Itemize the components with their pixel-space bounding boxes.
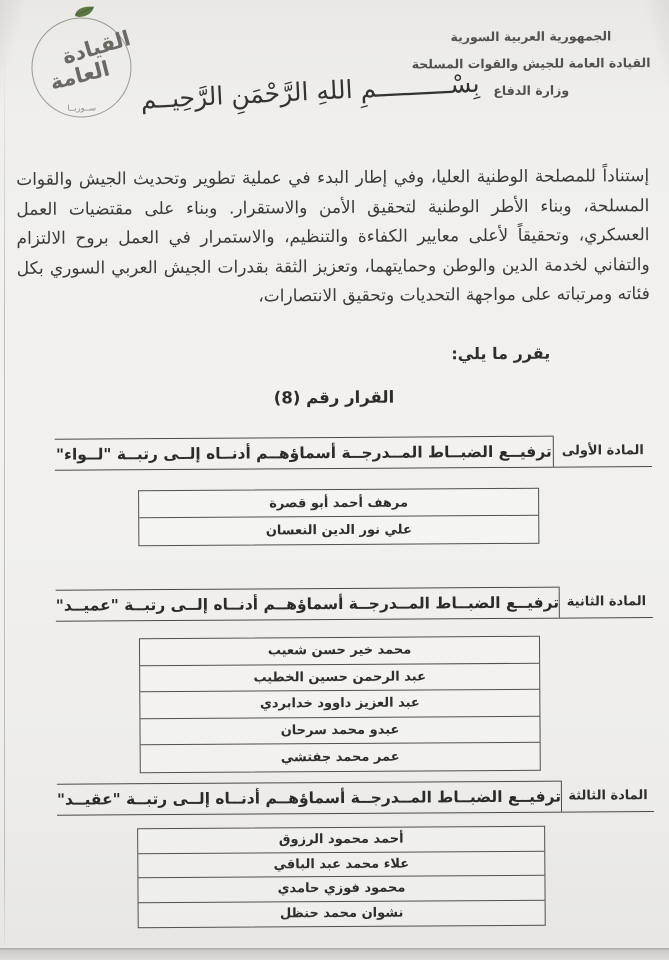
page-bottom-edge	[0, 948, 669, 960]
officer-name: علاء محمد عبد الباقي	[273, 856, 410, 873]
table-row	[138, 876, 544, 903]
article-1-heading	[55, 435, 652, 471]
promotion-table-liwa	[138, 488, 539, 546]
table-row	[140, 716, 539, 745]
page-left-edge	[4, 40, 5, 945]
table-row	[139, 516, 538, 545]
stamp-calligraphy-word1: القيادة	[59, 26, 134, 69]
article-3-text: ترفيــع الضبــاط المــدرجــة أسماؤهــم أدنــاه إلــى رتبــة "عقيــد"	[57, 781, 561, 815]
officer-name: مرهف أحمد أبو قصرة	[269, 495, 409, 511]
article-1-label: المادة الأولى	[553, 435, 652, 467]
article-2-text: ترفيــع الضبــاط المــدرجــة أسماؤهــم أدنــاه إلــى رتبــة "عميــد"	[56, 587, 560, 621]
article-1-text: ترفيــع الضبــاط المــدرجــة أسماؤهــم أدنــاه إلــى رتبــة "لــواء"	[55, 436, 553, 470]
table-row	[140, 663, 539, 692]
basmala-calligraphy: بِسْــــــــــمِ اللهِ الرَّحْمَنِ الرَّحِيــم	[139, 68, 481, 115]
officer-name: عبدو محمد سرحان	[280, 722, 400, 739]
table-row	[139, 900, 545, 927]
table-row	[140, 690, 539, 719]
officer-name: أحمد محمود الرزوق	[278, 831, 404, 848]
stamp-calligraphy-word2: العامة	[47, 56, 113, 95]
officer-name: عبد العزيز داوود خدابردي	[259, 695, 420, 712]
officer-name: عبد الرحمن حسين الخطيب	[253, 669, 427, 686]
article-2-heading	[56, 586, 653, 622]
officer-name: علي نور الدين النعسان	[265, 522, 412, 539]
officer-name: عمر محمد جفتشي	[280, 749, 400, 766]
promotion-table-amid	[139, 636, 541, 773]
official-stamp	[27, 5, 140, 122]
letterhead-country: الجمهورية العربية السورية	[450, 28, 612, 45]
decision-number-title: القرار رقم (8)	[273, 387, 395, 408]
table-row	[139, 489, 538, 518]
table-row	[140, 637, 539, 666]
preamble-paragraph: إستناداً للمصلحة الوطنية العليا، وفي إطار البدء في عملية تطوير وتحديث الجيش والقوات المسلحة، وبناء الأطر الوطنية لتحقيق الأمن والاستقرار. وبناء على مقتضيات العمل العسكري، وتحقيقاً لأعلى معايير الكفاءة والتنظيم، والاستمرار في العمل بروح الالتزام والتفاني لخدمة الدين والوطن وحمايتهما، وتعزيز الثقة بقدرات الجيش العربي السوري بكل فئاته ومرتباته على مواجهة التحديات وتحقيق الانتصارات،	[16, 166, 650, 307]
article-2-label: المادة الثانية	[559, 586, 653, 618]
stamp-country-label: ســوريــا	[67, 103, 97, 113]
article-3-label: المادة الثالثة	[561, 780, 654, 812]
officer-name: محمود فوزي حامدي	[277, 880, 406, 897]
decides-label: يقرر ما يلي:	[451, 343, 551, 364]
letterhead-command: القيادة العامة للجيش والقوات المسلحة	[411, 55, 651, 72]
table-row	[138, 851, 544, 878]
officer-name: محمد خير حسن شعيب	[267, 642, 412, 659]
promotion-table-aqid	[137, 826, 546, 928]
letterhead-ministry: وزارة الدفاع	[493, 82, 570, 99]
table-row	[141, 743, 540, 772]
table-row	[138, 827, 544, 854]
officer-name: نشوان محمد حنظل	[279, 905, 404, 922]
article-3-heading	[57, 780, 654, 816]
